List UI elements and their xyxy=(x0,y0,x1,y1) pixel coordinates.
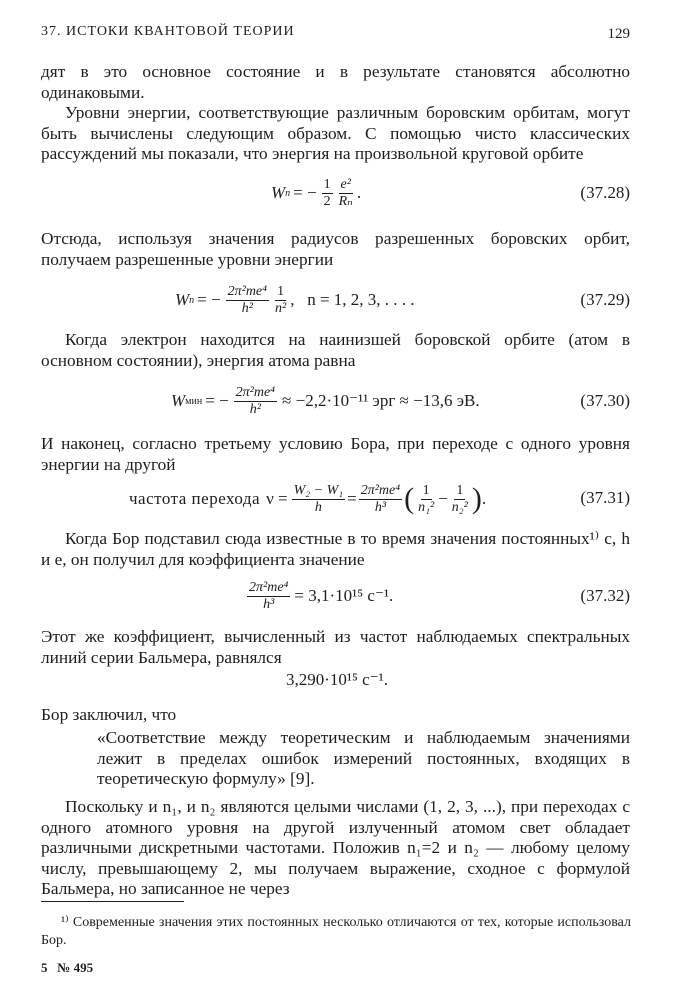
eq28-lhs: W xyxy=(271,183,286,202)
eq31-frac-2: $\frac{\text{2π²me⁴}}{\text{h³}}$ xyxy=(360,482,401,515)
eq32-frac: $\frac{\text{2π²me⁴}}{\text{h³}}$ xyxy=(249,579,289,612)
paragraph-7: Этот же коэффициент, вычисленный из частот наблюдаемых спектральных линий серии Бальмера, равнялся xyxy=(41,627,630,667)
eq29-lhs-sub: n xyxy=(189,294,195,306)
eq28-tag: (37.28) xyxy=(580,183,630,202)
equation-37-29 xyxy=(41,278,630,322)
eq29-equals: = − xyxy=(197,290,221,309)
chapter-title: 37. ИСТОКИ КВАНТОВОЙ ТЕОРИИ xyxy=(41,24,295,39)
paragraph-1: дят в это основное состояние и в результате становятся абсолютно одинаковыми. xyxy=(41,62,630,102)
eq28-frac-1: $\frac{1}{2}$ xyxy=(323,176,331,209)
bohr-quote: «Соответствие между теоретическим и наблюдаемым значениями лежит в пределах ошибок измерений постоянных, входящих в теоретическую формулу» [9]. xyxy=(97,728,630,788)
eq28-frac-2: $\frac{\text{e²}}{\text{Rₙ}}$ xyxy=(338,176,353,209)
eq30-lhs: W xyxy=(171,391,186,410)
eq31-tag: (37.31) xyxy=(580,488,630,507)
eq30-tag: (37.30) xyxy=(580,391,630,410)
running-header xyxy=(41,20,630,44)
paragraph-2: Уровни энергии, соответствующие различным боровским орбитам, могут быть вычислены следующим образом. С помощью чисто классических рассуждений мы показали, что энергия на произвольной круговой орбите xyxy=(41,103,630,163)
eq29-tail: , n = 1, 2, 3, . . . . xyxy=(290,290,415,309)
equation-37-28 xyxy=(41,171,630,215)
eq32-tag: (37.32) xyxy=(580,586,630,605)
eq29-lhs: W xyxy=(175,290,190,309)
eq28-equals: = − xyxy=(293,183,317,202)
paragraph-9: Поскольку и n₁, и n₂ являются целыми числами (1, 2, 3, ...), при переходах с одного атомного уровня на другой излученный атомом свет обладает различными дискретными частотами. Положив n₁=2 и n₂ — любому целому числу, превышающему 2, мы получаем выражение, сходное с формулой Бальмера, но записанное не через xyxy=(41,797,630,898)
paragraph-5: И наконец, согласно третьему условию Бора, при переходе с одного уровня энергии на другой xyxy=(41,434,630,474)
eq31-frac-4: $\frac{1}{\text{n₂²}}$ xyxy=(451,482,468,515)
eq30-lhs-sub: мин xyxy=(185,395,203,407)
eq31-label: частота перехода xyxy=(129,489,261,508)
paragraph-4: Когда электрон находится на наинизшей боровской орбите (атом в основном состоянии), энергия атома равна xyxy=(41,330,630,370)
equation-37-31 xyxy=(41,474,630,524)
eq30-tail: ≈ −2,2·10⁻¹¹ эрг ≈ −13,6 эВ. xyxy=(282,391,480,410)
eq31-end: . xyxy=(481,489,487,508)
page-number: 129 xyxy=(607,26,630,42)
eq32-rhs: = 3,1·10¹⁵ c⁻¹. xyxy=(294,586,394,605)
equation-37-30 xyxy=(41,379,630,423)
eq29-frac-2: $\frac{1}{\text{n²}}$ xyxy=(275,283,287,316)
footnote-rule xyxy=(41,901,184,902)
eq31-equals: = xyxy=(347,489,357,508)
balmer-coefficient: 3,290·10¹⁵ c⁻¹. xyxy=(285,670,389,689)
printer-signature: 5 № 495 xyxy=(41,960,94,975)
paragraph-6: Когда Бор подставил сюда известные в то время значения постоянных¹⁾ c, h и e, он получил для коэффициента значение xyxy=(41,529,630,569)
eq31-frac-1: $\frac{\text{W₂ − W₁}}{h}$ xyxy=(293,482,344,515)
equation-37-32 xyxy=(41,574,630,618)
eq31-frac-3: $\frac{1}{\text{n₁²}}$ xyxy=(418,482,435,515)
eq29-frac-1: $\frac{\text{2π²me⁴}}{\text{h²}}$ xyxy=(227,283,268,316)
eq31-minus: − xyxy=(438,489,448,508)
eq28-end: . xyxy=(356,183,362,202)
eq29-tag: (37.29) xyxy=(580,290,630,309)
eq31-nu: ν = xyxy=(266,489,288,508)
eq30-frac: $\frac{\text{2π²me⁴}}{\text{h²}}$ xyxy=(235,384,276,417)
eq30-equals: = − xyxy=(205,391,229,410)
paragraph-8: Бор заключил, что xyxy=(41,705,177,724)
paragraph-3: Отсюда, используя значения радиусов разрешенных боровских орбит, получаем разрешенные уровни энергии xyxy=(41,229,630,269)
footnote: ¹⁾ Современные значения этих постоянных несколько отличаются от тех, которые использовал Бор. xyxy=(41,915,631,948)
eq31-paren-close: ) xyxy=(471,482,482,515)
eq28-lhs-sub: n xyxy=(285,187,291,199)
eq31-paren-open: ( xyxy=(404,482,415,515)
